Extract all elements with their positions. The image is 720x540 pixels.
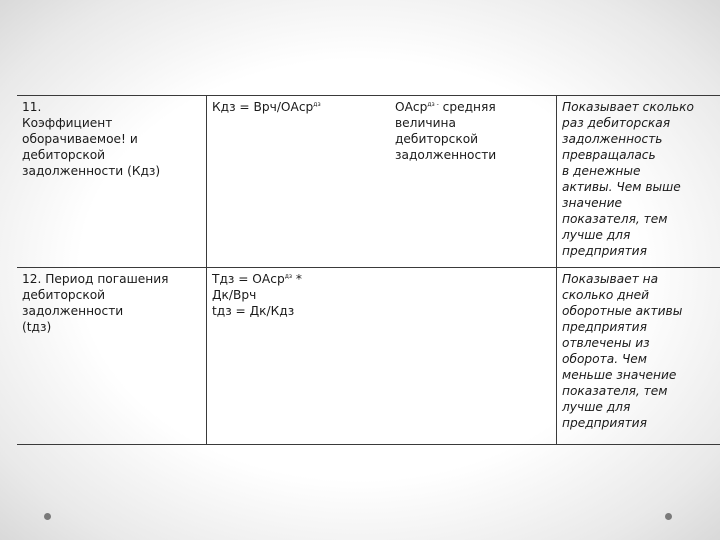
interpretation-text: Показывает сколько раз дебиторская задолженность превращалась в денежные активы. Чем выше значение показателя, тем лучше для предприятия	[562, 100, 694, 258]
formula-line-1	[212, 271, 377, 287]
definition-cell	[381, 267, 557, 444]
indicator-text: 12. Период погашения дебиторской задолженности (tдз)	[22, 271, 169, 334]
definition-superscript: дз -	[427, 100, 439, 108]
indicator-cell	[17, 96, 207, 268]
formula-superscript: дз	[284, 272, 293, 280]
table-row	[17, 267, 720, 444]
formula-main: Тдз = ОАср	[212, 271, 285, 286]
indicators-table	[17, 95, 720, 445]
formula-rest: Дк/Врч tдз = Дк/Кдз	[212, 287, 295, 318]
definition-cell	[381, 96, 557, 268]
table-row	[17, 96, 720, 268]
indicator-text: 11. Коэффициент оборачиваемое! и дебиторской задолженности (Кдз)	[22, 100, 161, 178]
interpretation-cell	[557, 96, 720, 268]
formula-end: *	[292, 271, 302, 286]
formula-text	[212, 99, 377, 115]
formula-cell	[207, 96, 382, 268]
indicator-cell	[17, 267, 207, 444]
corner-dot-left	[44, 513, 51, 520]
formula-superscript: дз	[313, 100, 321, 108]
definition-text	[395, 99, 552, 163]
interpretation-text: Показывает на сколько дней оборотные активы предприятия отвлечены из оборота. Чем меньше значение показателя, тем лучше для предприятия	[562, 271, 683, 430]
formula-cell	[207, 267, 382, 444]
interpretation-cell	[557, 267, 720, 444]
definition-main: ОАср	[395, 100, 428, 114]
corner-dot-right	[665, 513, 672, 520]
formula-main: Кдз = Врч/ОАср	[212, 100, 314, 114]
definition-rest: средняя величина дебиторской задолженности	[395, 100, 497, 162]
